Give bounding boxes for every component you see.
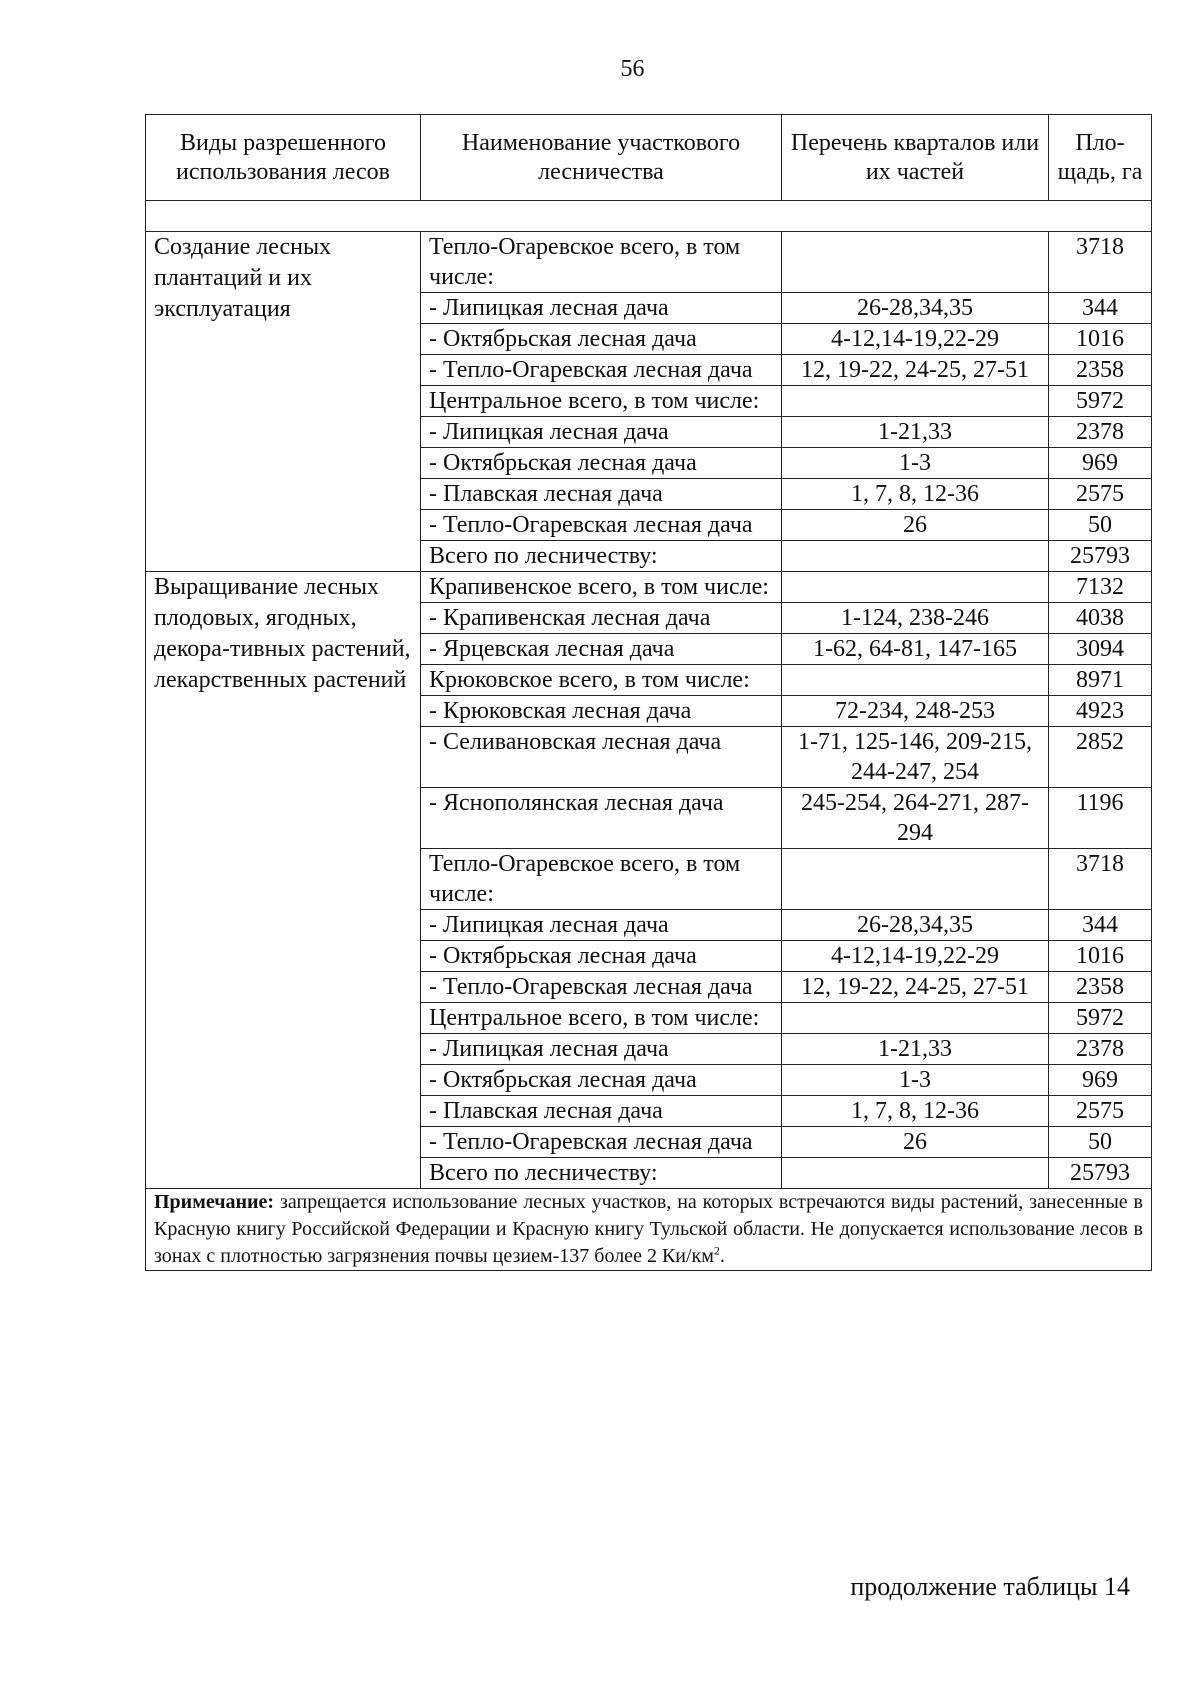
- area-cell: 2575: [1049, 479, 1152, 510]
- forestry-name-cell: - Яснополянская лесная дача: [421, 788, 782, 849]
- quarters-cell: [782, 849, 1049, 910]
- header-use-type: Виды разрешенного использования лесов: [146, 115, 421, 201]
- area-cell: 25793: [1049, 1158, 1152, 1189]
- forestry-name-cell: - Селивановская лесная дача: [421, 727, 782, 788]
- forestry-name-cell: Тепло-Огаревское всего, в том числе:: [421, 849, 782, 910]
- area-cell: 5972: [1049, 386, 1152, 417]
- quarters-cell: 1-124, 238-246: [782, 603, 1049, 634]
- area-cell: 344: [1049, 293, 1152, 324]
- area-cell: 3718: [1049, 849, 1152, 910]
- forestry-name-cell: - Липицкая лесная дача: [421, 293, 782, 324]
- quarters-cell: 26-28,34,35: [782, 293, 1049, 324]
- quarters-cell: 1-62, 64-81, 147-165: [782, 634, 1049, 665]
- quarters-cell: [782, 665, 1049, 696]
- note-cell: [146, 1189, 1152, 1271]
- quarters-cell: 1, 7, 8, 12-36: [782, 1096, 1049, 1127]
- quarters-cell: 26: [782, 1127, 1049, 1158]
- forestry-name-cell: - Плавская лесная дача: [421, 1096, 782, 1127]
- quarters-cell: [782, 541, 1049, 572]
- area-cell: 969: [1049, 1065, 1152, 1096]
- forestry-name-cell: - Ярцевская лесная дача: [421, 634, 782, 665]
- quarters-cell: 72-234, 248-253: [782, 696, 1049, 727]
- note-text: запрещается использование лесных участков, на которых встречаются виды растений, занесенные в Красную книгу Российской Федерации и Красную книгу Тульской области. Не допускается использование лесов в зонах с плотностью загрязнения почвы цезием-137 более 2 Ки/км: [154, 1191, 1144, 1267]
- note-label: Примечание:: [154, 1191, 275, 1213]
- area-cell: 4038: [1049, 603, 1152, 634]
- forestry-name-cell: - Крюковская лесная дача: [421, 696, 782, 727]
- forestry-name-cell: - Плавская лесная дача: [421, 479, 782, 510]
- table-body: [146, 201, 1152, 1189]
- forestry-name-cell: Всего по лесничеству:: [421, 541, 782, 572]
- note-row: [146, 1189, 1152, 1271]
- forestry-name-cell: - Октябрьская лесная дача: [421, 324, 782, 355]
- use-type-cell: Выращивание лесных плодовых, ягодных, декора-тивных растений, лекарственных растений: [146, 572, 421, 1189]
- quarters-cell: 1, 7, 8, 12-36: [782, 479, 1049, 510]
- forestry-name-cell: Центральное всего, в том числе:: [421, 386, 782, 417]
- page-number: 56: [620, 56, 645, 82]
- area-cell: 2358: [1049, 355, 1152, 386]
- quarters-cell: [782, 386, 1049, 417]
- note-superscript: 2: [713, 1243, 720, 1258]
- header-quarters-list: Перечень кварталов или их частей: [782, 115, 1049, 201]
- forestry-name-cell: - Октябрьская лесная дача: [421, 1065, 782, 1096]
- area-cell: 2358: [1049, 972, 1152, 1003]
- note-end: .: [719, 1245, 725, 1267]
- area-cell: 3094: [1049, 634, 1152, 665]
- continuation-label: продолжение таблицы 14: [850, 1572, 1130, 1601]
- area-cell: 5972: [1049, 1003, 1152, 1034]
- area-cell: 1016: [1049, 941, 1152, 972]
- header-area: Пло-щадь, га: [1049, 115, 1152, 201]
- area-cell: 50: [1049, 510, 1152, 541]
- area-cell: 2378: [1049, 1034, 1152, 1065]
- forestry-name-cell: - Октябрьская лесная дача: [421, 941, 782, 972]
- forestry-name-cell: Крапивенское всего, в том числе:: [421, 572, 782, 603]
- use-type-cell: Создание лесных плантаций и их эксплуатация: [146, 232, 421, 572]
- quarters-cell: 1-71, 125-146, 209-215, 244-247, 254: [782, 727, 1049, 788]
- area-cell: 1196: [1049, 788, 1152, 849]
- area-cell: 8971: [1049, 665, 1152, 696]
- area-cell: 2575: [1049, 1096, 1152, 1127]
- area-cell: 2378: [1049, 417, 1152, 448]
- quarters-cell: 1-3: [782, 448, 1049, 479]
- forestry-name-cell: - Липицкая лесная дача: [421, 1034, 782, 1065]
- area-cell: 2852: [1049, 727, 1152, 788]
- forestry-name-cell: - Липицкая лесная дача: [421, 910, 782, 941]
- quarters-cell: 1-3: [782, 1065, 1049, 1096]
- area-cell: 344: [1049, 910, 1152, 941]
- forestry-name-cell: Крюковское всего, в том числе:: [421, 665, 782, 696]
- quarters-cell: 12, 19-22, 24-25, 27-51: [782, 355, 1049, 386]
- quarters-cell: 12, 19-22, 24-25, 27-51: [782, 972, 1049, 1003]
- area-cell: 25793: [1049, 541, 1152, 572]
- quarters-cell: [782, 1003, 1049, 1034]
- spacer-row: [146, 201, 1152, 232]
- quarters-cell: 1-21,33: [782, 1034, 1049, 1065]
- quarters-cell: [782, 572, 1049, 603]
- forestry-name-cell: - Октябрьская лесная дача: [421, 448, 782, 479]
- forestry-name-cell: - Тепло-Огаревская лесная дача: [421, 510, 782, 541]
- quarters-cell: [782, 1158, 1049, 1189]
- area-cell: 969: [1049, 448, 1152, 479]
- header-forestry-name: Наименование участкового лесничества: [421, 115, 782, 201]
- forestry-name-cell: - Липицкая лесная дача: [421, 417, 782, 448]
- area-cell: 1016: [1049, 324, 1152, 355]
- quarters-cell: 26: [782, 510, 1049, 541]
- quarters-cell: [782, 232, 1049, 293]
- table-header: [146, 115, 1152, 201]
- subtotal-row: [146, 572, 1152, 603]
- area-cell: 4923: [1049, 696, 1152, 727]
- quarters-cell: 245-254, 264-271, 287-294: [782, 788, 1049, 849]
- forestry-name-cell: - Тепло-Огаревская лесная дача: [421, 972, 782, 1003]
- forestry-name-cell: Центральное всего, в том числе:: [421, 1003, 782, 1034]
- area-cell: 3718: [1049, 232, 1152, 293]
- area-cell: 7132: [1049, 572, 1152, 603]
- quarters-cell: 4-12,14-19,22-29: [782, 324, 1049, 355]
- forestry-name-cell: - Тепло-Огаревская лесная дача: [421, 355, 782, 386]
- forestry-name-cell: - Тепло-Огаревская лесная дача: [421, 1127, 782, 1158]
- subtotal-row: [146, 232, 1152, 293]
- quarters-cell: 4-12,14-19,22-29: [782, 941, 1049, 972]
- quarters-cell: 1-21,33: [782, 417, 1049, 448]
- forestry-name-cell: Всего по лесничеству:: [421, 1158, 782, 1189]
- forestry-name-cell: - Крапивенская лесная дача: [421, 603, 782, 634]
- quarters-cell: 26-28,34,35: [782, 910, 1049, 941]
- forestry-name-cell: Тепло-Огаревское всего, в том числе:: [421, 232, 782, 293]
- forest-use-table: [145, 114, 1152, 1271]
- area-cell: 50: [1049, 1127, 1152, 1158]
